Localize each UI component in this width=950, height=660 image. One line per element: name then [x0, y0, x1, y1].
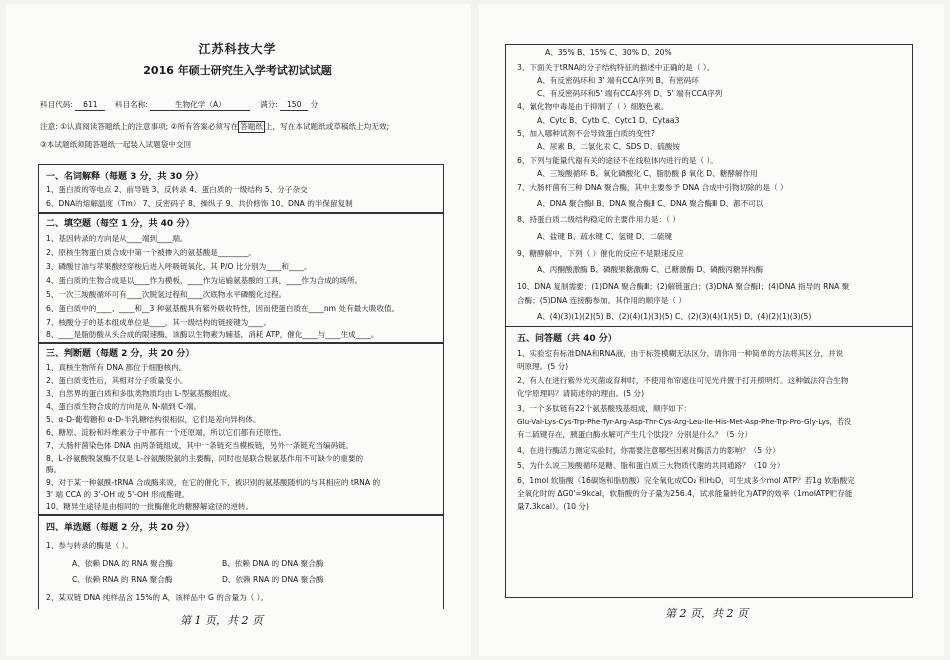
judge-q4: 4、蛋白质生物合成的方向是从 N-端到 C-端。 [46, 402, 202, 411]
code-value: 611 [75, 100, 105, 111]
choice-q2-options: A、35% B、15% C、30% D、20% [545, 48, 672, 57]
choice-q3-opt-ab: A、有反密码环和 3' 端有CCA序列 B、有密码环 [537, 76, 699, 85]
section5-divider [505, 326, 913, 327]
essay-q1: 1、实验室有标准DNA和RNA液，由于标签模糊无法区分，请你用一种简单的方法将其区分，并说 [517, 349, 844, 358]
choice-q7-options: A、DNA 聚合酶Ⅰ B、DNA 聚合酶Ⅱ C、DNA 聚合酶Ⅲ D、都不可以 [537, 199, 764, 208]
essay-q5: 5、为什么说三羧酸循环是糖、脂和蛋白质三大物质代谢的共同通路？（10 分） [517, 461, 785, 470]
section2-heading: 二、填空题（每空 1 分，共 40 分） [46, 219, 195, 229]
judge-q3: 3、自然界的蛋白质和多肽类物质均由 L-型氨基酸组成。 [46, 389, 235, 398]
judge-q7: 7、大肠杆菌染色体 DNA 由两条链组成，其中一条链充当模板链，另外一条链充当编码链。 [46, 441, 354, 450]
essay-q6-cont: 全氧化时的 ΔG0'=9kcal，软脂酸的分子量为256.4，试求能量转化为ATP的效率（1molATP贮存能 [517, 489, 853, 498]
choice-q9-options: A、丙酮酸激酶 B、磷酸果糖激酶 C、己糖激酶 D、磷酸丙糖异构酶 [537, 265, 764, 274]
choice-q6: 6、下列与能量代谢有关的途径不在线粒体内进行的是（ ）。 [517, 156, 718, 165]
choice-q1-opt-a: A、依赖 DNA 的 RNA 聚合酶 [72, 559, 173, 568]
section4-heading: 四、单选题（每题 2 分，共 20 分） [46, 523, 195, 533]
judge-q9: 9、对于某一种氨酰-tRNA 合成酶来说，在它的催化下，被识别的氨基酸随机的与其相应的 tRNA 的 [46, 478, 381, 487]
exam-title: 2016 年硕士研究生入学考试初试试题 [143, 64, 332, 77]
score-label: 满分: [260, 100, 278, 109]
page-footer-handwritten: 第 1 页，共 2 页 [180, 614, 263, 627]
choice-q10-cont: 合酶；(5)DNA 连接酶参加。其作用的顺序是（ ） [517, 296, 686, 305]
choice-q4: 4、氰化物中毒是由于抑制了（ ）细胞色素。 [517, 102, 669, 111]
choice-q3: 3、下面关于tRNA的分子结构特征的描述中正确的是（ ）。 [517, 63, 715, 72]
section1-line2: 6、DNA的熔解温度（Tm） 7、反密码子 8、操纵子 9、共价修饰 10、DNA 的半保留复制 [46, 199, 353, 208]
choice-q1-opt-b: B、依赖 DNA 的 DNA 聚合酶 [222, 559, 324, 568]
essay-q2: 2、有人在进行紫外光灭菌或育种时，不使用布帘遮住可见光并置于打开照明灯。这种做法符合生物 [517, 376, 849, 385]
university-name: 江苏科技大学 [198, 42, 277, 56]
essay-q3: 3、一个多肽链有22个氨基酸残基组成，顺序如下： [517, 404, 691, 413]
fill-q4: 4、蛋白质的生物合成是以____作为模板，____作为运输氨基酸的工具，____作为合成的场所。 [46, 276, 363, 285]
fill-q1: 1、基因转录的方向是从____端到____端。 [46, 234, 188, 243]
choice-q8-options: A、盐键 B、疏水键 C、氢键 D、二硫键 [537, 232, 673, 241]
section1-heading: 一、名词解释（每题 3 分，共 30 分） [46, 172, 204, 182]
choice-q5-options: A、尿素 B、二氯化汞 C、SDS D、硫酸铵 [537, 142, 681, 151]
name-label: 科目名称: [115, 100, 148, 109]
fill-q2: 2、原核生物蛋白质合成中第一个被掺入的氨基酸是________。 [46, 248, 256, 257]
choice-q5: 5、加入哪种试剂不会导致蛋白质的变性? [517, 129, 655, 138]
choice-q3-opt-cd: C、有反密码环和5' 端有CCA序列 D、5' 端有CCA序列 [537, 89, 723, 98]
choice-q1: 1、参与转录的酶是（ ）。 [46, 541, 133, 550]
fill-q8: 8、____是脂肪酸从头合成的限速酶，该酶以生物素为辅基，消耗 ATP，催化____与____生成____。 [46, 330, 379, 339]
choice-q1-opt-c: C、依赖 RNA 的 RNA 聚合酶 [72, 575, 173, 584]
choice-q2: 2、某双链 DNA 纯样品含 15%的 A，该样品中 G 的含量为（ ）。 [46, 593, 269, 602]
section5-heading: 五、问答题（共 40 分） [517, 334, 617, 344]
judge-q8: 8、L-谷氨酸脱氢酶不仅是 L-谷氨酸脱氨的主要酶，同时也是联合脱氨基作用不可缺少的重要的 [46, 454, 364, 463]
judge-q5: 5、α-D-葡萄糖和 α-D-半乳糖结构很相似，它们是差向异构体。 [46, 415, 261, 424]
code-label: 科目代码: [40, 100, 73, 109]
notice-line-1 [40, 121, 389, 133]
score-value: 150 [280, 100, 308, 111]
exam-page-2 [475, 0, 950, 660]
choice-q10: 10、DNA 复制需要：(1)DNA 聚合酶Ⅲ；(2)解链蛋白；(3)DNA 聚合酶Ⅰ；(4)DNA 指导的 RNA 聚 [517, 282, 850, 291]
fill-q3: 3、磷酸甘油与苹果酸经穿梭后进入呼吸链氧化，其 P/O 比分别为____和____。 [46, 262, 312, 271]
judge-q6: 6、糖原、淀粉和纤维素分子中都有一个还原端，所以它们都有还原性。 [46, 428, 287, 437]
choice-q7: 7、大肠杆菌有三种 DNA 聚合酶，其中主要参予 DNA 合成中引物切除的是（ ） [517, 183, 788, 192]
judge-q8-cont: 酶。 [46, 465, 62, 474]
essay-q6: 6、1mol 软脂酸（16碳饱和脂肪酸）完全氧化成CO₂ 和H₂O，可生成多少mol ATP？若1g 软脂酸完 [517, 476, 855, 485]
essay-q3-cont: 有二硫键存在，胰蛋白酶水解可产生几个肽段？分别是什么？（5 分） [517, 430, 753, 439]
notice-line-2: ③本试题纸须随答题纸一起装入试题袋中交回 [40, 140, 192, 149]
fill-q7: 7、核酸分子的基本组成单位是____，其一级结构的链接键为____。 [46, 318, 272, 327]
judge-q10: 10、糖异生途径是由相同的一批酶催化的糖酵解途径的逆转。 [46, 502, 254, 511]
judge-q9-cont: 3' 端 CCA 的 3'-OH 或 5'-OH 形成酯键。 [46, 490, 190, 499]
choice-q4-options: A、Cytc B、Cytb C、Cytc1 D、Cytaa3 [537, 116, 680, 125]
judge-q2: 2、蛋白质变性后，其相对分子质量变小。 [46, 376, 188, 385]
score-unit: 分 [310, 100, 319, 109]
judge-q1: 1、真核生物所有 DNA 都位于细胞核内。 [46, 363, 187, 372]
section1-line1: 1、蛋白质的等电点 2、前导链 3、反转录 4、蛋白质的一级结构 5、分子杂交 [46, 185, 308, 194]
choice-q1-opt-d: D、依赖 RNA 的 DNA 聚合酶 [222, 575, 324, 584]
section3-heading: 三、判断题（每题 2 分，共 20 分） [46, 349, 195, 359]
notice-text-b: 上，写在本试题纸或草稿纸上均无效; [265, 122, 390, 131]
subject-info-row [40, 100, 318, 111]
choice-q9: 9、糖酵解中，下列（ ）催化的反应不是限速反应 [517, 249, 684, 258]
notice-boxed-word: 答题纸 [240, 122, 263, 131]
fill-q5: 5、一次三羧酸循环可有____次脱氢过程和____次底物水平磷酸化过程。 [46, 290, 287, 299]
essay-q6-cont-2: 量7.3kcal）。(10 分) [517, 502, 589, 511]
essay-q4: 4、在进行酶活力测定实验时，你需要注意哪些因素对酶活力的影响？（5 分） [517, 446, 780, 455]
name-value: 生物化学（A） [150, 100, 250, 111]
essay-q1-cont: 明原理。(5 分) [517, 362, 569, 371]
page-footer-handwritten: 第 2 页，共 2 页 [665, 607, 748, 620]
choice-q8: 8、持蛋白质二级结构稳定的主要作用力是：（ ） [517, 215, 680, 224]
fill-q6: 6、蛋白质中的____、____和__3 种氨基酸具有紫外吸收特性，因而使蛋白质在____nm 处有最大吸收值。 [46, 304, 400, 313]
notice-text-a: 注意: ①认真阅读答题纸上的注意事项; ②所有答案必须写在 [40, 122, 239, 131]
choice-q6-options: A、三羧酸循环 B、氧化磷酸化 C、脂肪酸 β 氧化 D、糖酵解作用 [537, 169, 758, 178]
essay-q2-cont: 化学原理吗？请简述你的理由。(5 分) [517, 389, 645, 398]
choice-q10-options: A、(4)(3)(1)(2)(5) B、(2)(4)(1)(3)(5) C、(2)(3)(4)(1)(5) D、(4)(2)(1)(3)(5) [537, 312, 812, 321]
essay-q3-sequence: Glu-Val-Lys-Cys-Trp-Phe-Tyr-Arg-Asp-Thr-Cys-Arg-Leu-Ile-His-Met-Asp-Phe-Trp-Pro-Gly-Lys，若没 [517, 417, 852, 426]
